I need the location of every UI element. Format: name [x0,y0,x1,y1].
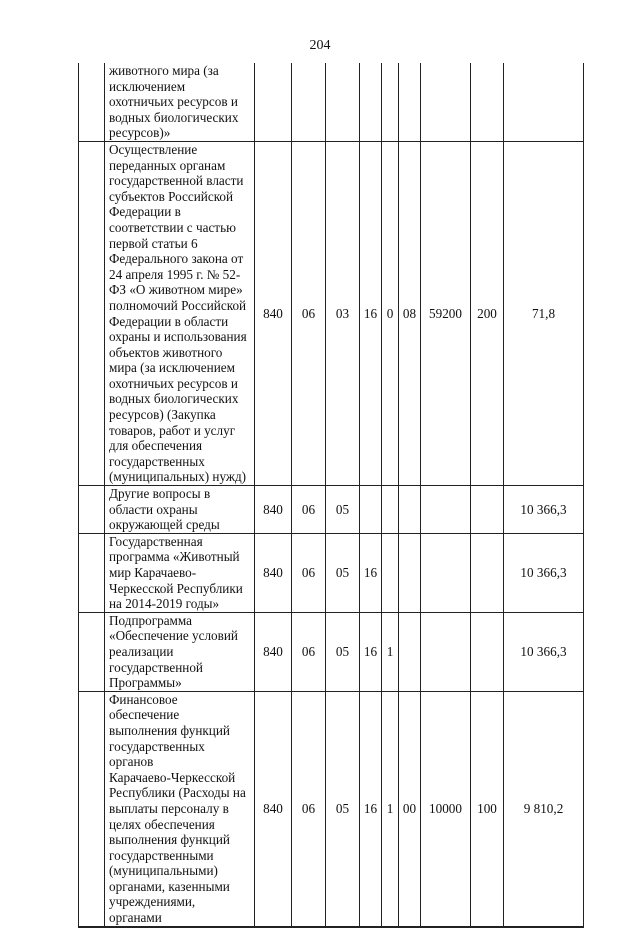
ministry-code-cell: 840 [255,533,292,612]
row-index-cell [79,141,105,485]
subsection-code-cell: 05 [326,486,360,534]
item-name-cell: Другие вопросы в области охраны окружающей среды [105,486,255,534]
expense-type-cell [471,612,504,691]
ministry-code-cell: 840 [255,612,292,691]
subprogram-code-cell: 0 [382,141,399,485]
item-name-cell: животного мира (за исключением охотничьих ресурсов и водных биологических ресурсов)» [105,63,255,141]
item-name-cell: Подпрограмма «Обеспечение условий реализации государственной Программы» [105,612,255,691]
program-code-cell: 16 [360,141,382,485]
event-code-cell [399,63,421,141]
program-code-cell: 16 [360,612,382,691]
amount-cell: 71,8 [504,141,584,485]
expense-type-cell [471,486,504,534]
page-number: 204 [309,38,331,53]
expense-type-cell: 200 [471,141,504,485]
program-code-cell: 16 [360,691,382,926]
direction-code-cell [421,486,471,534]
subsection-code-cell: 05 [326,533,360,612]
ministry-code-cell [255,63,292,141]
section-code-cell [292,63,326,141]
subprogram-code-cell [382,486,399,534]
amount-cell: 10 366,3 [504,612,584,691]
subsection-code-cell: 03 [326,141,360,485]
subprogram-code-cell [382,533,399,612]
subsection-code-cell [326,63,360,141]
direction-code-cell [421,612,471,691]
program-code-cell [360,63,382,141]
row-index-cell [79,63,105,141]
expense-type-cell [471,533,504,612]
subsection-code-cell: 05 [326,612,360,691]
row-index-cell [79,533,105,612]
direction-code-cell: 59200 [421,141,471,485]
event-code-cell: 00 [399,691,421,926]
table-row [79,612,584,691]
ministry-code-cell: 840 [255,141,292,485]
expense-type-cell: 100 [471,691,504,926]
ministry-code-cell: 840 [255,486,292,534]
ministry-code-cell: 840 [255,691,292,926]
amount-cell: 10 366,3 [504,533,584,612]
program-code-cell [360,486,382,534]
subprogram-code-cell: 1 [382,691,399,926]
event-code-cell [399,612,421,691]
direction-code-cell: 10000 [421,691,471,926]
table-row [79,486,584,534]
event-code-cell [399,486,421,534]
item-name-cell: Осуществление переданных органам государственной власти субъектов Российской Федерации в соответствии с частью первой статьи 6 Федерального закона от 24 апреля 1995 г. № 52- ФЗ «О животном мире» полномочий Российской Федерации в области охраны и использования объектов животного мира (за исключением охотничьих ресурсов и водных биологических ресурсов) (Закупка товаров, работ и услуг для обеспечения государственных (муниципальных) нужд) [105,141,255,485]
program-code-cell: 16 [360,533,382,612]
direction-code-cell [421,63,471,141]
direction-code-cell [421,533,471,612]
row-index-cell [79,691,105,926]
subprogram-code-cell [382,63,399,141]
item-name-cell: Государственная программа «Животный мир Карачаево- Черкесской Республики на 2014-2019 годы» [105,533,255,612]
amount-cell: 9 810,2 [504,691,584,926]
section-code-cell: 06 [292,612,326,691]
subsection-code-cell: 05 [326,691,360,926]
item-name-cell: Финансовое обеспечение выполнения функций государственных органов Карачаево-Черкесской Республики (Расходы на выплаты персоналу в целях обеспечения выполнения функций государственными (муниципальными) органами, казенными учреждениями, органами [105,691,255,926]
event-code-cell [399,533,421,612]
table-row [79,63,584,141]
row-index-cell [79,486,105,534]
table-row [79,691,584,926]
amount-cell [504,63,584,141]
section-code-cell: 06 [292,486,326,534]
subprogram-code-cell: 1 [382,612,399,691]
budget-table [78,63,584,928]
table-row [79,141,584,485]
row-index-cell [79,612,105,691]
event-code-cell: 08 [399,141,421,485]
table-row [79,533,584,612]
expense-type-cell [471,63,504,141]
amount-cell: 10 366,3 [504,486,584,534]
section-code-cell: 06 [292,691,326,926]
section-code-cell: 06 [292,533,326,612]
section-code-cell: 06 [292,141,326,485]
